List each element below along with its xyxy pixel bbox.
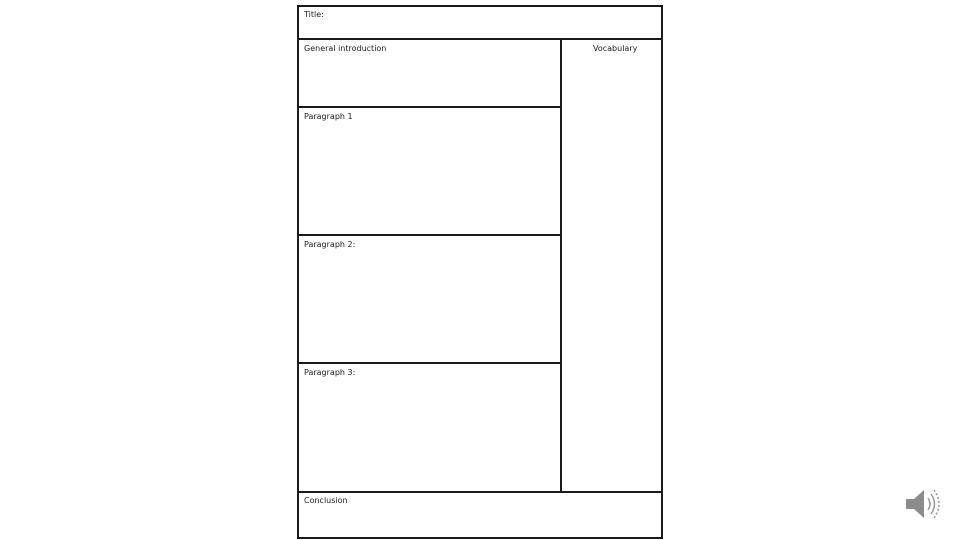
title-label: Title: bbox=[304, 10, 324, 19]
paragraph-1-label: Paragraph 1 bbox=[304, 112, 353, 121]
paragraph-3-label: Paragraph 3: bbox=[304, 368, 356, 377]
speaker-icon[interactable] bbox=[904, 486, 944, 522]
paragraph-2-box bbox=[297, 234, 562, 364]
general-introduction-label: General introduction bbox=[304, 44, 387, 53]
vocabulary-label: Vocabulary bbox=[593, 44, 638, 53]
conclusion-label: Conclusion bbox=[304, 496, 348, 505]
paragraph-3-box bbox=[297, 362, 562, 494]
paragraph-1-box bbox=[297, 106, 562, 236]
paragraph-2-label: Paragraph 2: bbox=[304, 240, 356, 249]
title-box bbox=[297, 5, 663, 40]
vocabulary-box bbox=[560, 38, 663, 494]
conclusion-box bbox=[297, 491, 663, 539]
general-introduction-box bbox=[297, 38, 562, 108]
